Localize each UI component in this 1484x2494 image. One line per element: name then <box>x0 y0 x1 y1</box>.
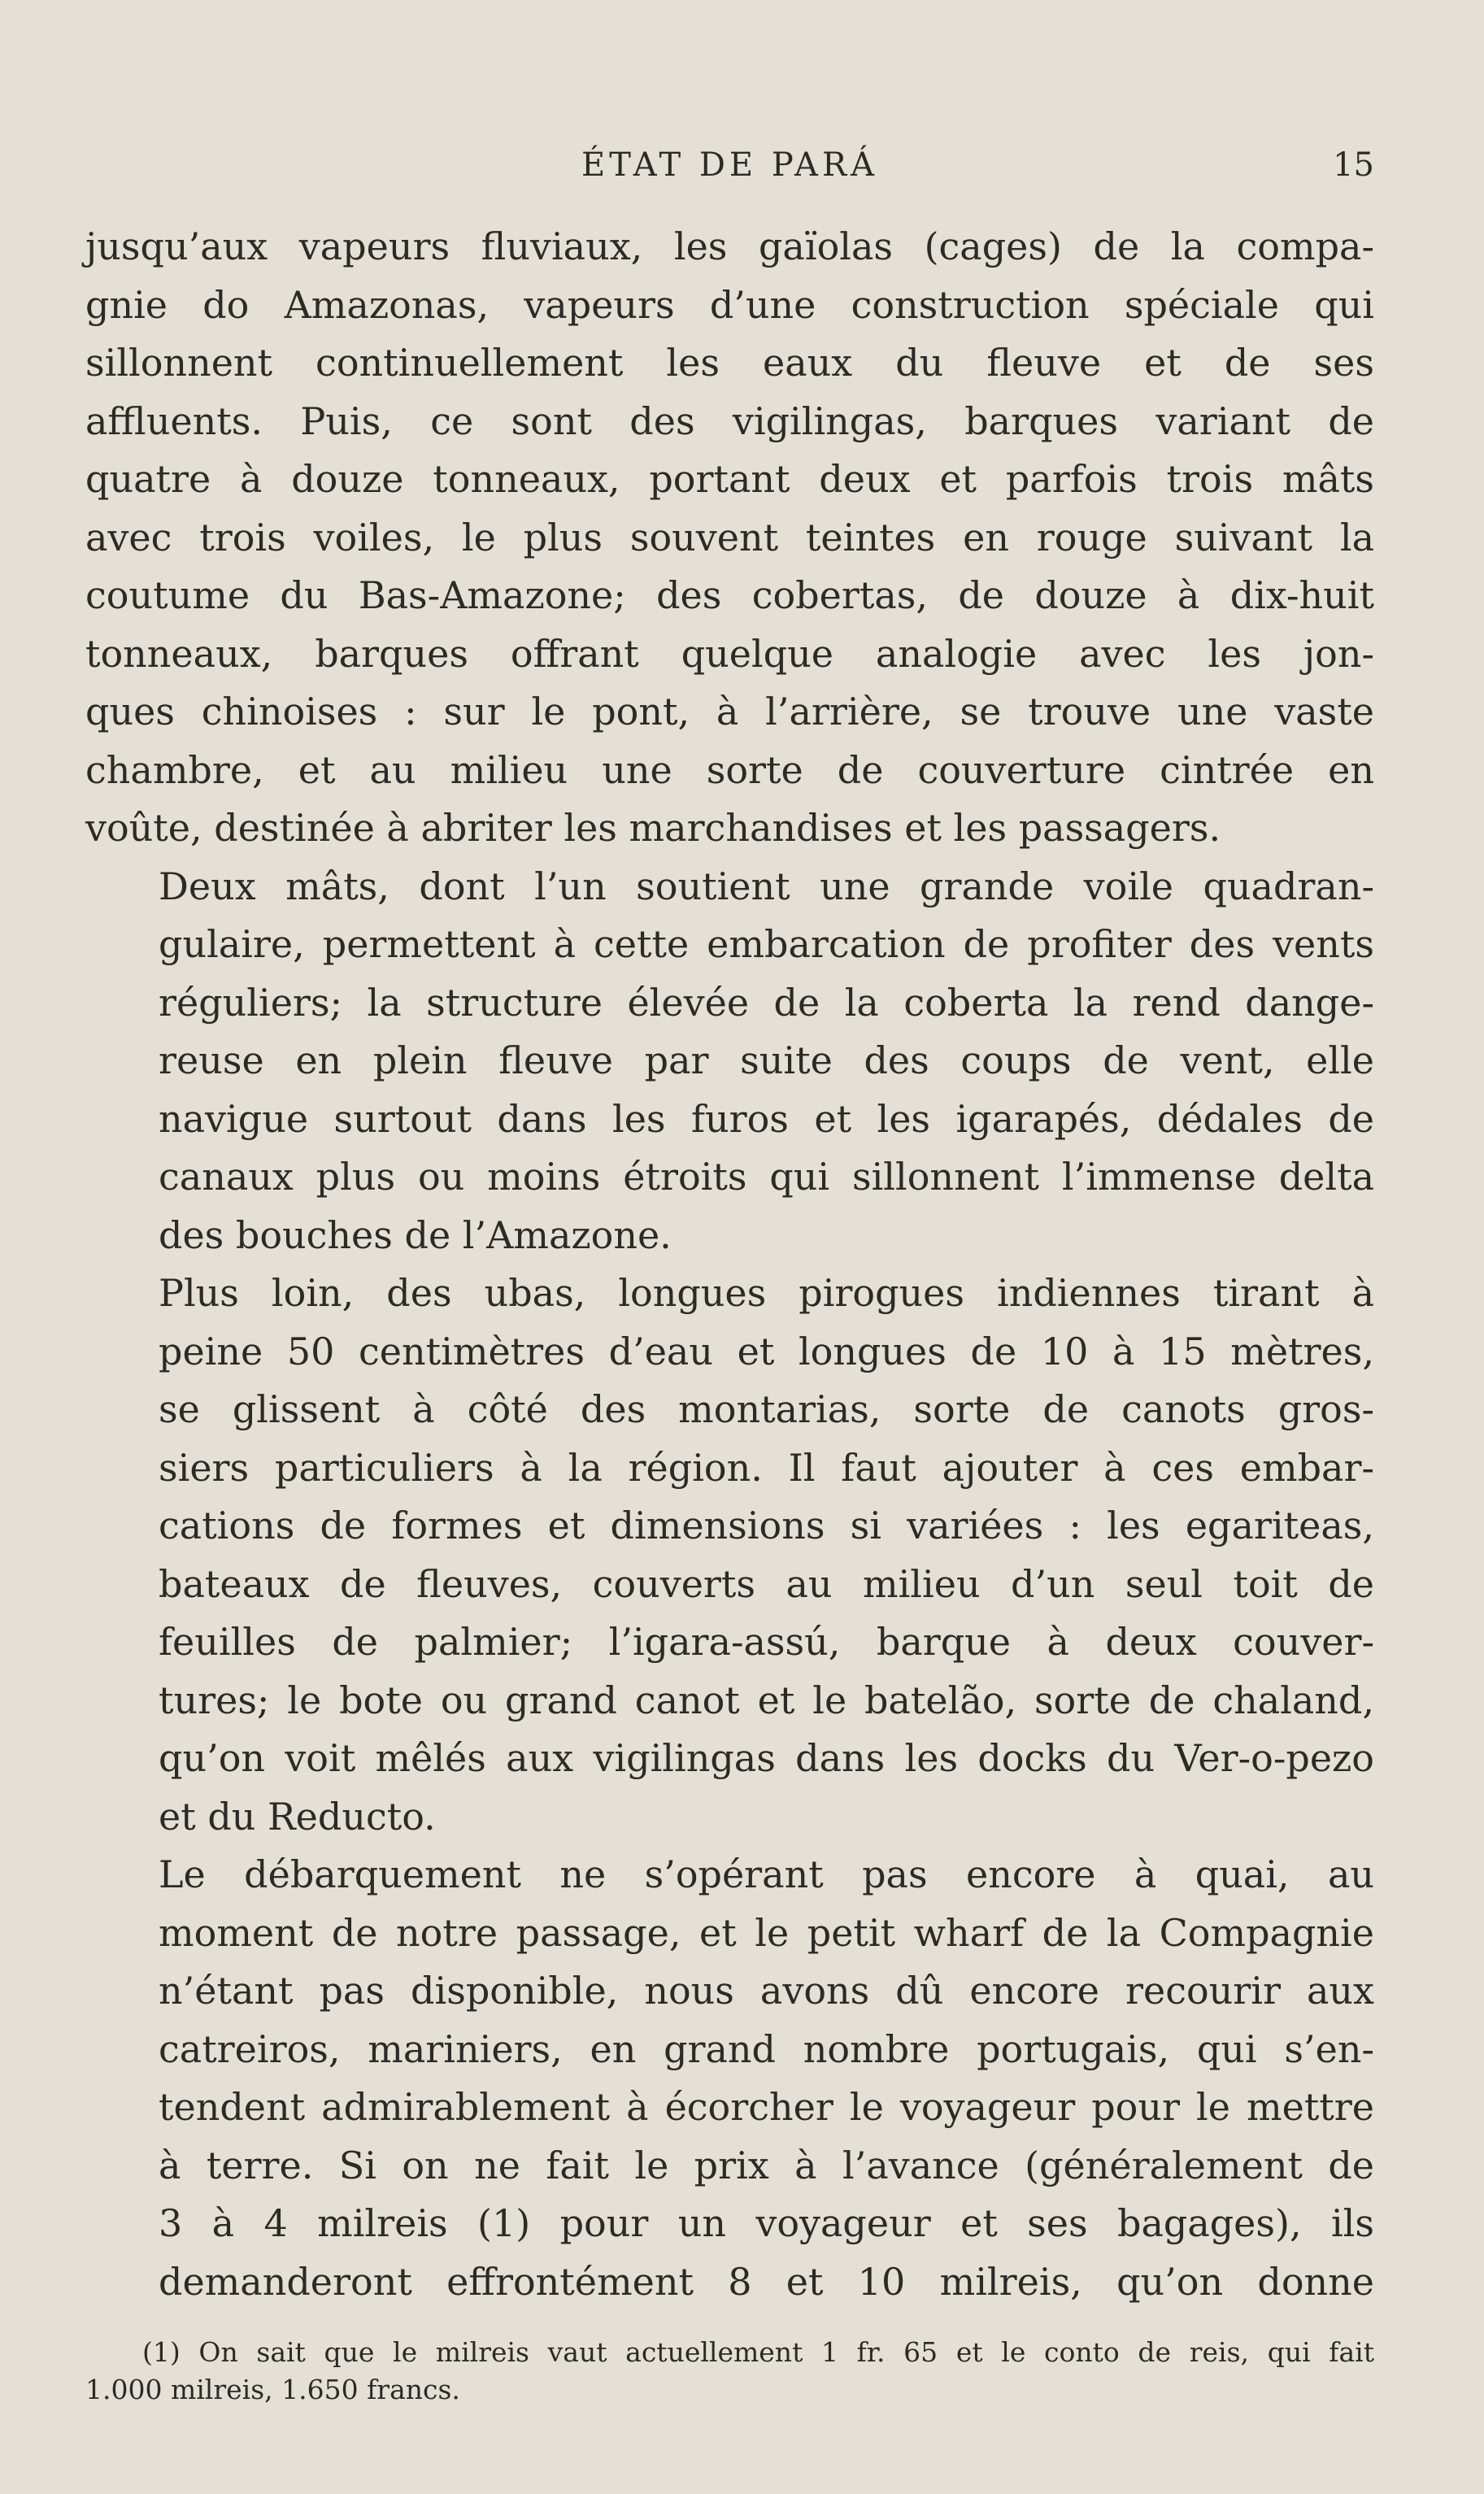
text-line: qu’on voit mêlés aux vigilingas dans les docks du Ver-o-pezo <box>159 1736 1374 1780</box>
text-line: coutume du Bas-Amazone; des cobertas, de douze à dix-huit <box>85 573 1374 617</box>
page-number: 15 <box>1333 146 1374 184</box>
text-line: feuilles de palmier; l’igara-assú, barque à deux couver- <box>159 1620 1374 1664</box>
text-line: ques chinoises : sur le pont, à l’arrière, se trouve une vaste <box>85 690 1374 733</box>
footnote-line: (1) On sait que le milreis vaut actuellement 1 fr. 65 et le conto de reis, qui fait <box>142 2336 1374 2368</box>
text-line: gnie do Amazonas, vapeurs d’une construction spéciale qui <box>85 282 1374 327</box>
paragraph-2 <box>85 858 1374 1265</box>
text-line: sillonnent continuellement les eaux du fleuve et de ses <box>85 341 1374 385</box>
text-line: catreiros, mariniers, en grand nombre portugais, qui s’en- <box>159 2026 1374 2071</box>
body-text <box>85 218 1374 2311</box>
text-line: gulaire, permettent à cette embarcation de profiter des vents <box>159 922 1374 966</box>
text-line: siers particuliers à la région. Il faut ajouter à ces embar- <box>159 1445 1374 1490</box>
text-line: moment de notre passage, et le petit wharf de la Compagnie <box>159 1910 1374 1955</box>
text-line: quatre à douze tonneaux, portant deux et parfois trois mâts <box>85 457 1374 501</box>
page-header <box>85 146 1374 195</box>
text-line: tures; le bote ou grand canot et le batelão, sorte de chaland, <box>159 1678 1374 1722</box>
paragraph-3 <box>85 1264 1374 1846</box>
paragraph-4 <box>85 1846 1374 2311</box>
text-line: Le débarquement ne s’opérant pas encore à quai, au <box>159 1852 1374 1896</box>
text-line: demanderont effrontément 8 et 10 milreis, qu’on donne <box>159 2259 1374 2304</box>
footnote-line: 1.000 milreis, 1.650 francs. <box>85 2374 460 2405</box>
running-title: ÉTAT DE PARÁ <box>581 146 878 184</box>
footnote <box>85 2334 1374 2409</box>
text-line: à terre. Si on ne fait le prix à l’avance (généralement de <box>159 2143 1374 2187</box>
text-line: jusqu’aux vapeurs fluviaux, les gaïolas (cages) de la compa- <box>85 224 1374 268</box>
text-line: tonneaux, barques offrant quelque analogie avec les jon- <box>85 631 1374 676</box>
paragraph-1 <box>85 218 1374 858</box>
text-line: réguliers; la structure élevée de la coberta la rend dange- <box>159 980 1374 1025</box>
text-line: et du Reducto. <box>159 1794 436 1839</box>
text-line: voûte, destinée à abriter les marchandises et les passagers. <box>85 806 1221 850</box>
text-line: 3 à 4 milreis (1) pour un voyageur et ses bagages), ils <box>159 2201 1374 2245</box>
text-line: tendent admirablement à écorcher le voyageur pour le mettre <box>159 2085 1374 2129</box>
text-line: affluents. Puis, ce sont des vigilingas, barques variant de <box>85 398 1374 443</box>
text-line: se glissent à côté des montarias, sorte de canots gros- <box>159 1387 1374 1431</box>
text-line: n’étant pas disponible, nous avons dû encore recourir aux <box>159 1969 1374 2013</box>
text-line: Plus loin, des ubas, longues pirogues indiennes tirant à <box>159 1271 1374 1315</box>
text-line: reuse en plein fleuve par suite des coups de vent, elle <box>159 1038 1374 1082</box>
text-line: avec trois voiles, le plus souvent teintes en rouge suivant la <box>85 515 1374 559</box>
text-line: cations de formes et dimensions si variées : les egariteas, <box>159 1504 1374 1547</box>
text-line: chambre, et au milieu une sorte de couverture cintrée en <box>85 747 1374 792</box>
text-line: canaux plus ou moins étroits qui sillonnent l’immense delta <box>159 1155 1374 1199</box>
text-line: peine 50 centimètres d’eau et longues de 10 à 15 mètres, <box>159 1329 1374 1373</box>
text-line: navigue surtout dans les furos et les igarapés, dédales de <box>159 1096 1374 1141</box>
text-line: des bouches de l’Amazone. <box>159 1212 672 1257</box>
text-line: bateaux de fleuves, couverts au milieu d’un seul toit de <box>159 1561 1374 1606</box>
text-line: Deux mâts, dont l’un soutient une grande voile quadran- <box>159 864 1374 908</box>
